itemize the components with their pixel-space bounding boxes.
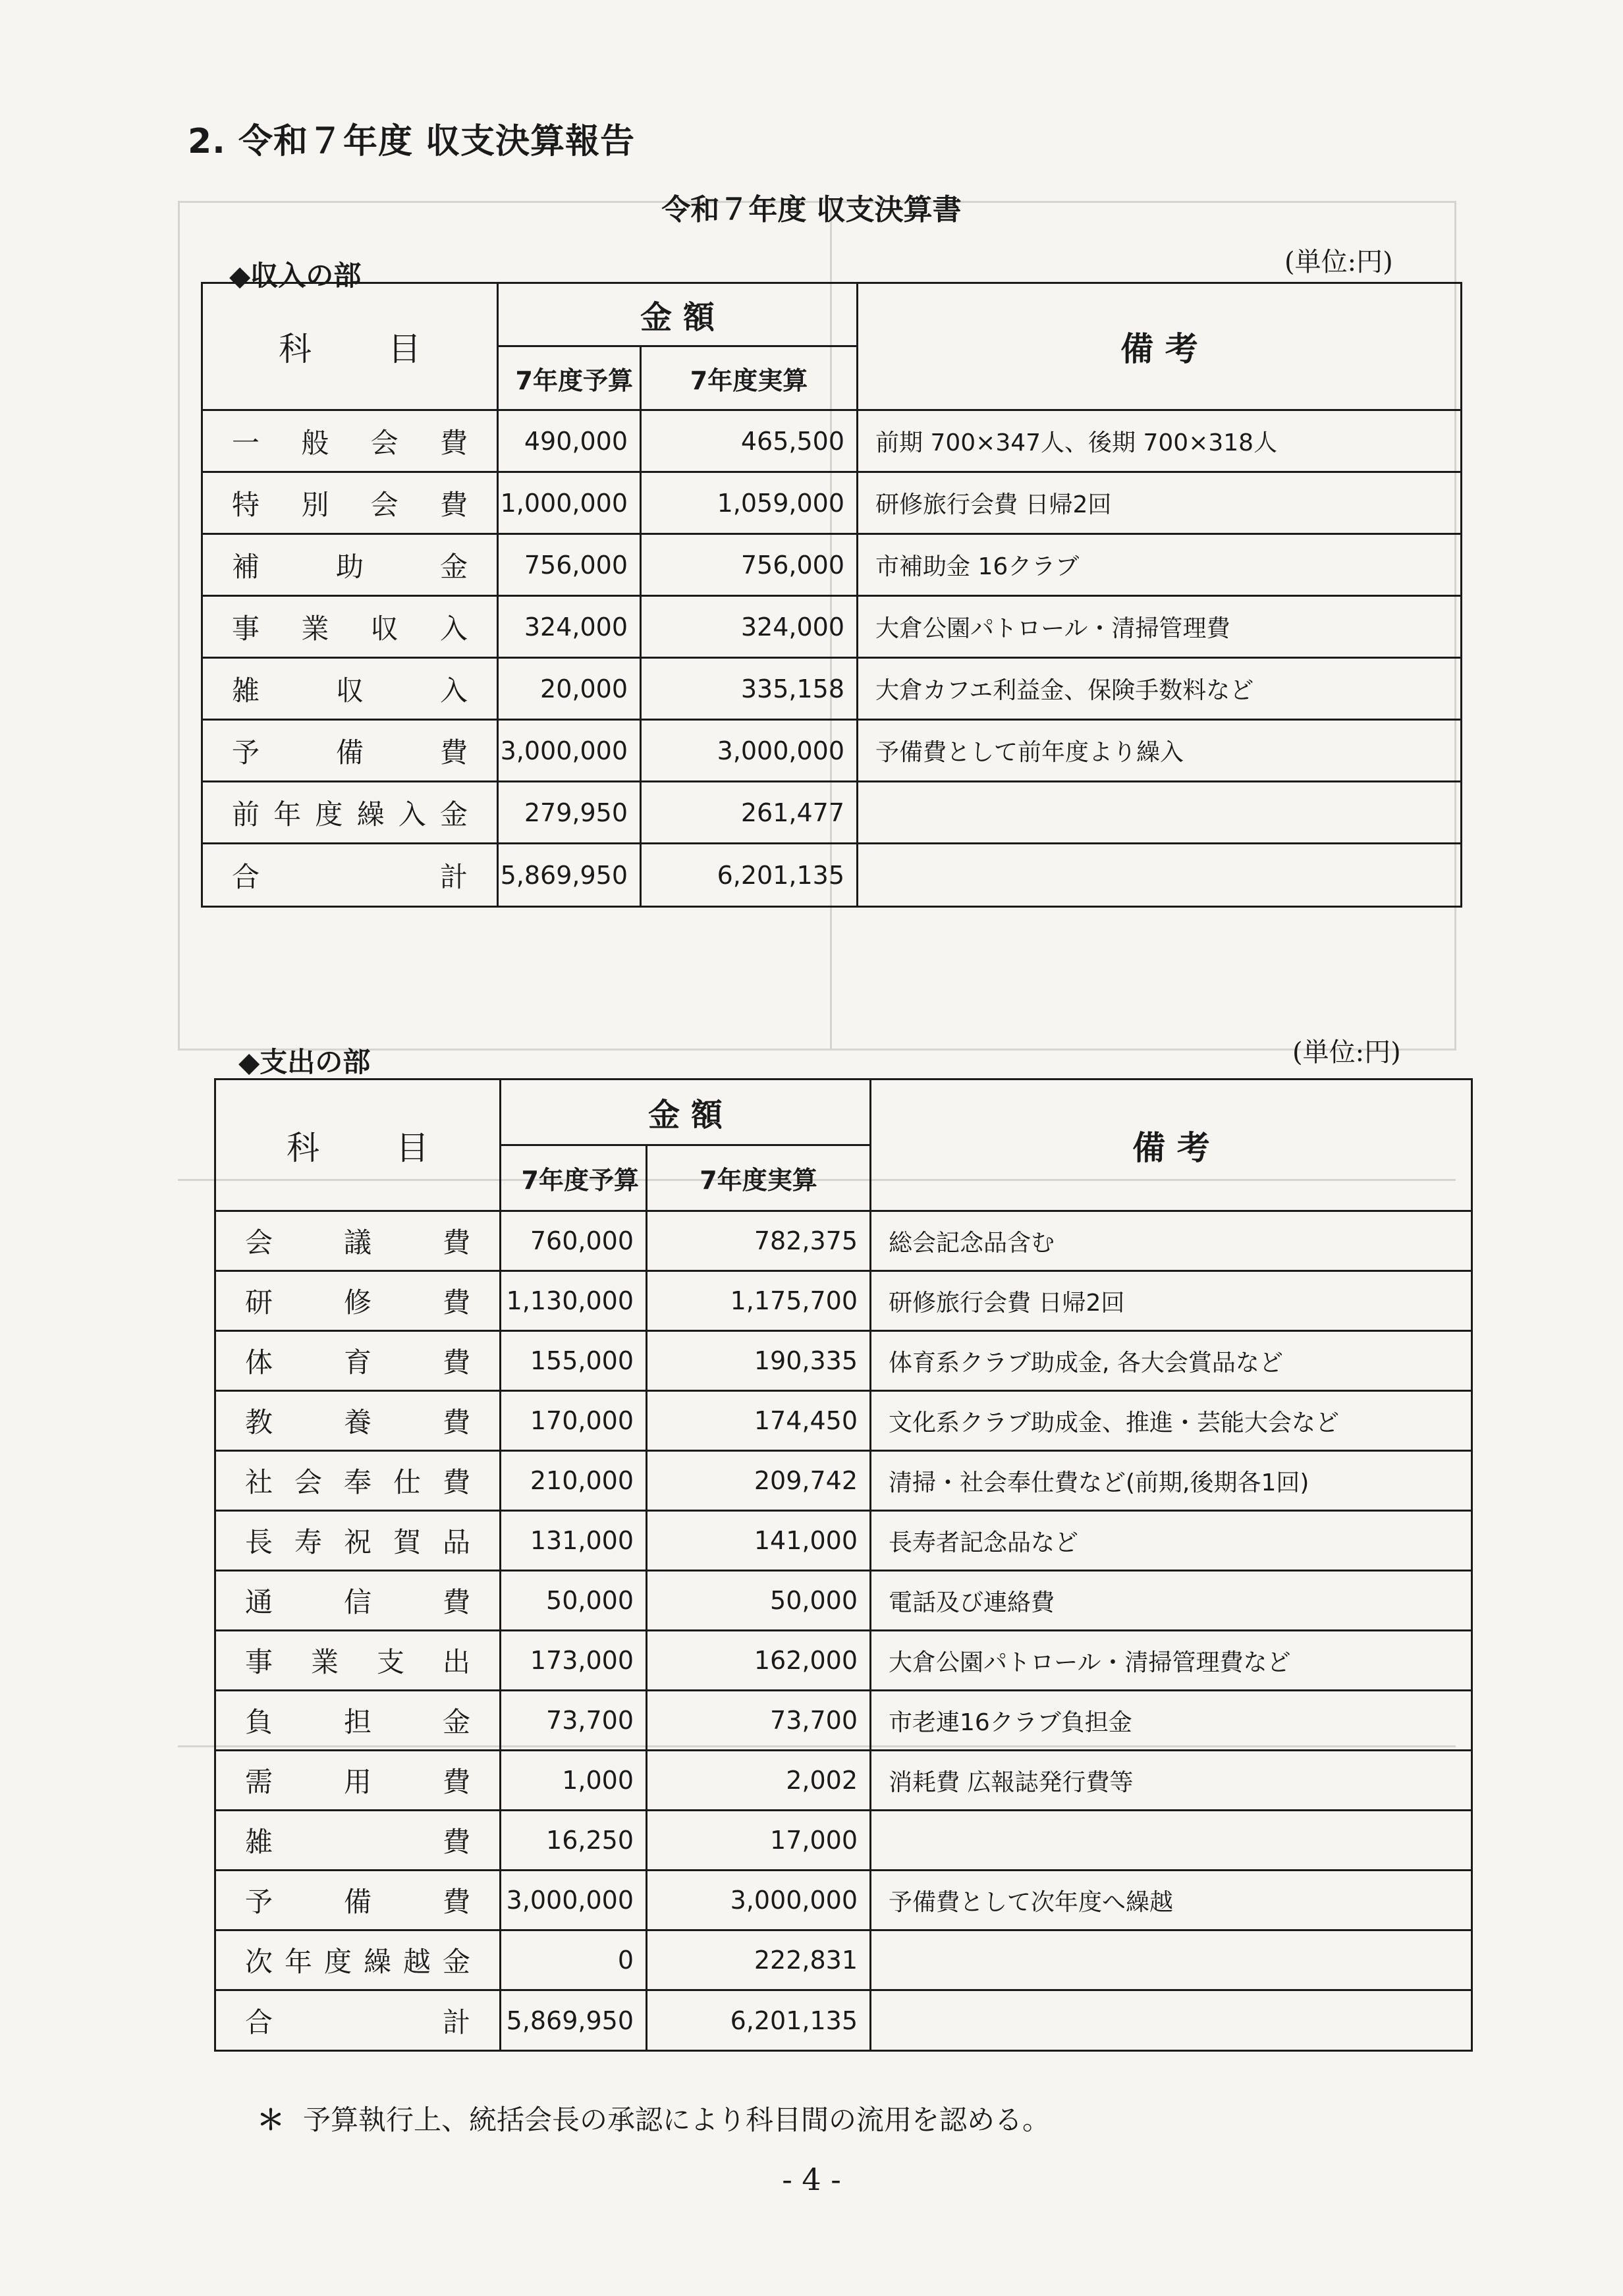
expense-row	[215, 1331, 1472, 1391]
income-item-cell	[202, 472, 498, 534]
footnote-mark: ＊	[257, 2104, 285, 2136]
income-note-cell	[858, 844, 1462, 907]
expense-actual-cell: 6,201,135	[647, 1990, 871, 2051]
expense-item-cell	[215, 1990, 501, 2051]
footnote	[257, 2098, 1050, 2138]
income-header-kingaku: 金 額	[498, 283, 858, 346]
expense-item-name: 教 養 費	[245, 1406, 470, 1438]
section-heading: 2. 令和７年度 収支決算報告	[188, 122, 636, 161]
page-number: - 4 -	[782, 2162, 841, 2197]
expense-note-cell: 体育系クラブ助成金, 各大会賞品など	[871, 1331, 1472, 1391]
expense-budget-cell: 0	[501, 1930, 647, 1990]
income-table	[201, 282, 1462, 908]
income-rows	[202, 410, 1462, 907]
expense-actual-cell: 190,335	[647, 1331, 871, 1391]
expense-budget-cell: 5,869,950	[501, 1990, 647, 2051]
expense-note-cell	[871, 1930, 1472, 1990]
expense-note-cell: 大倉公園パトロール・清掃管理費など	[871, 1631, 1472, 1691]
expense-row	[215, 1451, 1472, 1511]
income-note-cell: 予備費として前年度より繰入	[858, 720, 1462, 782]
expense-item-name: 負 担 金	[245, 1706, 470, 1738]
expense-item-name: 雑 費	[245, 1826, 470, 1858]
expense-row	[215, 1930, 1472, 1990]
income-actual-cell: 1,059,000	[641, 472, 858, 534]
income-header-bikou: 備 考	[858, 283, 1462, 410]
expense-item-name: 社 会 奉 仕 費	[245, 1466, 470, 1498]
expense-item-name: 体 育 費	[245, 1346, 470, 1379]
income-note-cell: 大倉公園パトロール・清掃管理費	[858, 596, 1462, 658]
income-item-name: 一 般 会 費	[232, 426, 468, 459]
income-item-cell	[202, 658, 498, 720]
expense-budget-cell: 1,000	[501, 1751, 647, 1811]
expense-actual-cell: 2,002	[647, 1751, 871, 1811]
income-row	[202, 782, 1462, 844]
expense-actual-cell: 3,000,000	[647, 1871, 871, 1930]
expense-row	[215, 1571, 1472, 1631]
income-row	[202, 658, 1462, 720]
expense-item-cell	[215, 1511, 501, 1571]
income-actual-cell: 6,201,135	[641, 844, 858, 907]
income-item-cell	[202, 720, 498, 782]
expense-header-budget: 7年度予算	[501, 1145, 647, 1211]
income-item-cell	[202, 534, 498, 596]
income-unit-label: (単位:円)	[1284, 247, 1393, 277]
expense-budget-cell: 155,000	[501, 1331, 647, 1391]
income-item-cell	[202, 596, 498, 658]
income-note-cell: 前期 700×347人、後期 700×318人	[858, 410, 1462, 472]
expense-note-cell: 清掃・社会奉仕費など(前期,後期各1回)	[871, 1451, 1472, 1511]
expense-item-name: 長 寿 祝 賀 品	[245, 1526, 470, 1558]
expense-row	[215, 1811, 1472, 1871]
income-actual-cell: 756,000	[641, 534, 858, 596]
income-row	[202, 596, 1462, 658]
expense-item-cell	[215, 1930, 501, 1990]
expense-note-cell	[871, 1811, 1472, 1871]
expense-header-kamoku: 科 目	[215, 1080, 501, 1211]
income-item-cell	[202, 844, 498, 907]
expense-actual-cell: 222,831	[647, 1930, 871, 1990]
income-item-name: 補 助 金	[232, 550, 468, 583]
income-note-cell: 大倉カフエ利益金、保険手数料など	[858, 658, 1462, 720]
expense-row	[215, 1211, 1472, 1271]
expense-item-cell	[215, 1631, 501, 1691]
expense-budget-cell: 210,000	[501, 1451, 647, 1511]
income-budget-cell: 490,000	[498, 410, 641, 472]
expense-row	[215, 1271, 1472, 1331]
expense-budget-cell: 50,000	[501, 1571, 647, 1631]
expense-note-cell: 予備費として次年度へ繰越	[871, 1871, 1472, 1930]
income-row	[202, 472, 1462, 534]
expense-item-cell	[215, 1211, 501, 1271]
income-budget-cell: 279,950	[498, 782, 641, 844]
expense-item-cell	[215, 1271, 501, 1331]
expense-section-label: ◆支出の部	[238, 1046, 371, 1078]
expense-budget-cell: 1,130,000	[501, 1271, 647, 1331]
income-actual-cell: 3,000,000	[641, 720, 858, 782]
expense-unit-label: (単位:円)	[1292, 1037, 1401, 1068]
expense-budget-cell: 16,250	[501, 1811, 647, 1871]
expense-row	[215, 1871, 1472, 1930]
expense-row	[215, 1691, 1472, 1751]
expense-budget-cell: 170,000	[501, 1391, 647, 1451]
expense-budget-cell: 131,000	[501, 1511, 647, 1571]
expense-item-cell	[215, 1811, 501, 1871]
income-item-name: 雑 収 入	[232, 674, 468, 707]
expense-actual-cell: 782,375	[647, 1211, 871, 1271]
income-section-label: ◆収入の部	[229, 260, 362, 292]
income-row	[202, 720, 1462, 782]
expense-item-name: 研 修 費	[245, 1286, 470, 1319]
income-item-name: 合 計	[232, 860, 468, 893]
expense-actual-cell: 1,175,700	[647, 1271, 871, 1331]
expense-actual-cell: 209,742	[647, 1451, 871, 1511]
income-note-cell	[858, 782, 1462, 844]
expense-budget-cell: 73,700	[501, 1691, 647, 1751]
expense-item-cell	[215, 1391, 501, 1451]
income-actual-cell: 261,477	[641, 782, 858, 844]
expense-note-cell: 電話及び連絡費	[871, 1571, 1472, 1631]
expense-item-name: 合 計	[245, 2006, 470, 2038]
expense-item-name: 予 備 費	[245, 1886, 470, 1918]
expense-note-cell: 消耗費 広報誌発行費等	[871, 1751, 1472, 1811]
income-row	[202, 410, 1462, 472]
expense-item-name: 通 信 費	[245, 1586, 470, 1618]
expense-item-name: 次 年 度 繰 越 金	[245, 1946, 470, 1978]
expense-actual-cell: 141,000	[647, 1511, 871, 1571]
expense-header-actual: 7年度実算	[647, 1145, 871, 1211]
expense-row	[215, 1631, 1472, 1691]
expense-header-bikou: 備 考	[871, 1080, 1472, 1211]
income-item-name: 予 備 費	[232, 736, 468, 769]
income-header-actual: 7年度実算	[641, 346, 858, 410]
expense-note-cell: 研修旅行会費 日帰2回	[871, 1271, 1472, 1331]
bleed-through-line	[178, 201, 180, 1051]
income-note-cell: 研修旅行会費 日帰2回	[858, 472, 1462, 534]
income-header-kamoku: 科 目	[202, 283, 498, 410]
income-item-cell	[202, 782, 498, 844]
expense-note-cell: 文化系クラブ助成金、推進・芸能大会など	[871, 1391, 1472, 1451]
income-actual-cell: 335,158	[641, 658, 858, 720]
expense-item-cell	[215, 1451, 501, 1511]
expense-item-cell	[215, 1331, 501, 1391]
expense-item-name: 会 議 費	[245, 1226, 470, 1259]
income-row	[202, 534, 1462, 596]
expense-item-cell	[215, 1571, 501, 1631]
expense-actual-cell: 162,000	[647, 1631, 871, 1691]
income-note-cell: 市補助金 16クラブ	[858, 534, 1462, 596]
expense-row	[215, 1511, 1472, 1571]
expense-note-cell: 市老連16クラブ負担金	[871, 1691, 1472, 1751]
expense-actual-cell: 73,700	[647, 1691, 871, 1751]
expense-table	[214, 1078, 1473, 2052]
expense-row	[215, 1990, 1472, 2051]
expense-item-name: 需 用 費	[245, 1766, 470, 1798]
income-item-name: 前 年 度 繰 入 金	[232, 798, 468, 831]
expense-rows	[215, 1211, 1472, 2051]
income-budget-cell: 324,000	[498, 596, 641, 658]
expense-actual-cell: 50,000	[647, 1571, 871, 1631]
income-budget-cell: 5,869,950	[498, 844, 641, 907]
expense-header-kingaku: 金 額	[501, 1080, 871, 1145]
expense-actual-cell: 174,450	[647, 1391, 871, 1451]
income-budget-cell: 3,000,000	[498, 720, 641, 782]
expense-item-cell	[215, 1871, 501, 1930]
income-item-cell	[202, 410, 498, 472]
expense-item-cell	[215, 1751, 501, 1811]
income-header-budget: 7年度予算	[498, 346, 641, 410]
income-actual-cell: 465,500	[641, 410, 858, 472]
expense-budget-cell: 3,000,000	[501, 1871, 647, 1930]
footnote-text: 予算執行上、統括会長の承認により科目間の流用を認める。	[303, 2104, 1051, 2136]
expense-row	[215, 1751, 1472, 1811]
expense-actual-cell: 17,000	[647, 1811, 871, 1871]
expense-item-cell	[215, 1691, 501, 1751]
expense-budget-cell: 760,000	[501, 1211, 647, 1271]
income-budget-cell: 20,000	[498, 658, 641, 720]
income-item-name: 事 業 収 入	[232, 612, 468, 645]
income-budget-cell: 756,000	[498, 534, 641, 596]
document-title: 令和７年度 収支決算書	[661, 193, 962, 227]
expense-note-cell	[871, 1990, 1472, 2051]
expense-note-cell: 長寿者記念品など	[871, 1511, 1472, 1571]
income-budget-cell: 1,000,000	[498, 472, 641, 534]
income-row	[202, 844, 1462, 907]
income-item-name: 特 別 会 費	[232, 488, 468, 521]
expense-row	[215, 1391, 1472, 1451]
expense-budget-cell: 173,000	[501, 1631, 647, 1691]
expense-note-cell: 総会記念品含む	[871, 1211, 1472, 1271]
expense-item-name: 事 業 支 出	[245, 1646, 470, 1678]
income-actual-cell: 324,000	[641, 596, 858, 658]
